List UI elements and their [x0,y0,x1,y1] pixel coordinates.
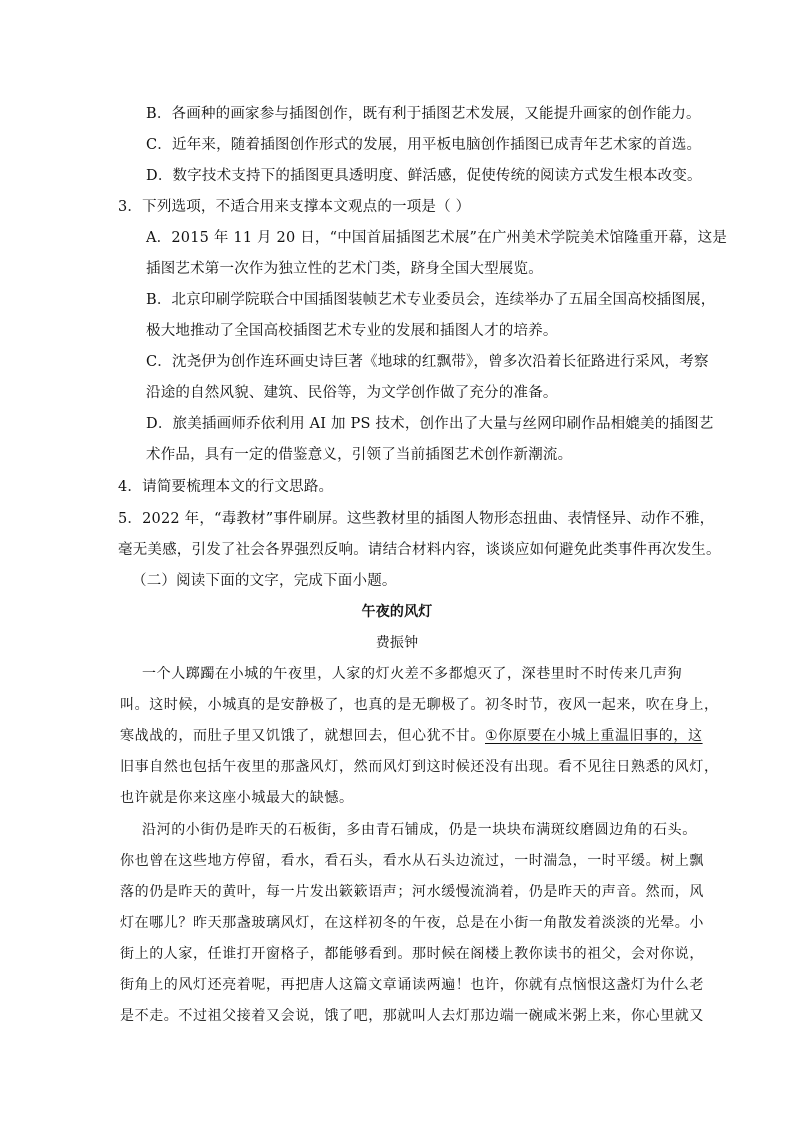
q3-option-a-line1: A．2015 年 11 月 20 日，“中国首届插图艺术展”在广州美术学院美术馆隆重开幕，这是 [146,230,728,246]
q3-option-a-line2: 插图艺术第一次作为独立性的艺术门类，跻身全国大型展览。 [146,261,543,277]
story-p2-line4: 灯在哪儿？昨天那盏玻璃风灯，在这样初冬的午夜，总是在小街一角散发着淡淡的光晕。小 [120,915,704,931]
story-author: 费振钟 [375,635,419,651]
story-p1-line3 [120,726,703,746]
story-p1-line1: 一个人踯躅在小城的午夜里，人家的灯火差不多都熄灭了，深巷里时不时传来几声狗 [142,666,683,682]
story-p2-line1: 沿河的小街仍是昨天的石板街，多由青石铺成，仍是一块块布满斑纹磨圆边角的石头。 [142,822,697,838]
story-p2-line5: 街上的人家，任谁打开窗格子，都能够看到。那时候在阁楼上教你读书的祖父，会对你说， [120,946,704,962]
story-p2-line7: 是不走。不过祖父接着又会说，饿了吧，那就叫人去灯那边端一碗咸米粥上来，你心里就又 [120,1008,704,1024]
q3-stem: 3．下列选项，不适合用来支撑本文观点的一项是（ ） [118,199,471,215]
story-p2-line2: 你也曾在这些地方停留，看水，看石头，看水从石头边流过，一时湍急，一时平缓。树上飘 [120,853,704,869]
q5-line1: 5．2022 年，“毒教材”事件刷屏。这些教材里的插图人物形态扭曲、表情怪异、动作不雅， [118,511,715,527]
q3-option-b-line1: B．北京印刷学院联合中国插图装帧艺术专业委员会，连续举办了五届全国高校插图展， [146,292,716,308]
q4-stem: 4．请简要梳理本文的行文思路。 [118,479,334,495]
story-p2-line3: 落的仍是昨天的黄叶，每一片发出簌簌语声；河水缓慢流淌着，仍是昨天的声音。然而，风 [120,884,704,900]
story-p1-line3-text: 寒战战的，而肚子里又饥饿了，就想回去，但心犹不甘。 [120,728,485,744]
story-p1-line2: 叫。这时候，小城真的是安静极了，也真的是无聊极了。初冬时节，夜风一起来，吹在身上， [120,697,719,713]
q2-option-c: C．近年来，随着插图创作形式的发展，用平板电脑创作插图已成青年艺术家的首选。 [146,137,702,153]
underlined-sentence-1: ①你原要在小城上重温旧事的，这 [485,728,703,744]
story-title: 午夜的风灯 [361,604,433,620]
q3-option-c-line1: C．沈尧伊为创作连环画史诗巨著《地球的红飘带》，曾多次沿着长征路进行采风，考察 [146,354,709,370]
section-two-heading: （二）阅读下面的文字，完成下面小题。 [132,573,397,589]
story-p2-line6: 街角上的风灯还亮着呢，再把唐人这篇文章诵读两遍！也许，你就有点恼恨这盏灯为什么老 [120,977,704,993]
q3-option-d-line2: 术作品，具有一定的借鉴意义，引领了当前插图艺术创作新潮流。 [146,447,573,463]
q2-option-b: B．各画种的画家参与插图创作，既有利于插图艺术发展，又能提升画家的创作能力。 [146,106,701,122]
story-p1-line4: 旧事自然也包括午夜里的那盏风灯，然而风灯到这时候还没有出现。看不见往日熟悉的风灯， [120,759,719,775]
q5-line2: 毫无美感，引发了社会各界强烈反响。请结合材料内容，谈谈应如何避免此类事件再次发生。 [118,542,721,558]
q3-option-c-line2: 沿途的自然风貌、建筑、民俗等，为文学创作做了充分的准备。 [146,385,558,401]
q3-option-d-line1: D．旅美插画师乔依利用 AI 加 PS 技术，创作出了大量与丝网印刷作品相媲美的插图艺 [146,416,714,432]
q2-option-d: D．数字技术支持下的插图更具透明度、鲜活感，促使传统的阅读方式发生根本改变。 [146,168,702,184]
q3-option-b-line2: 极大地推动了全国高校插图艺术专业的发展和插图人才的培养。 [146,323,558,339]
story-p1-line5: 也许就是你来这座小城最大的缺憾。 [120,790,354,806]
